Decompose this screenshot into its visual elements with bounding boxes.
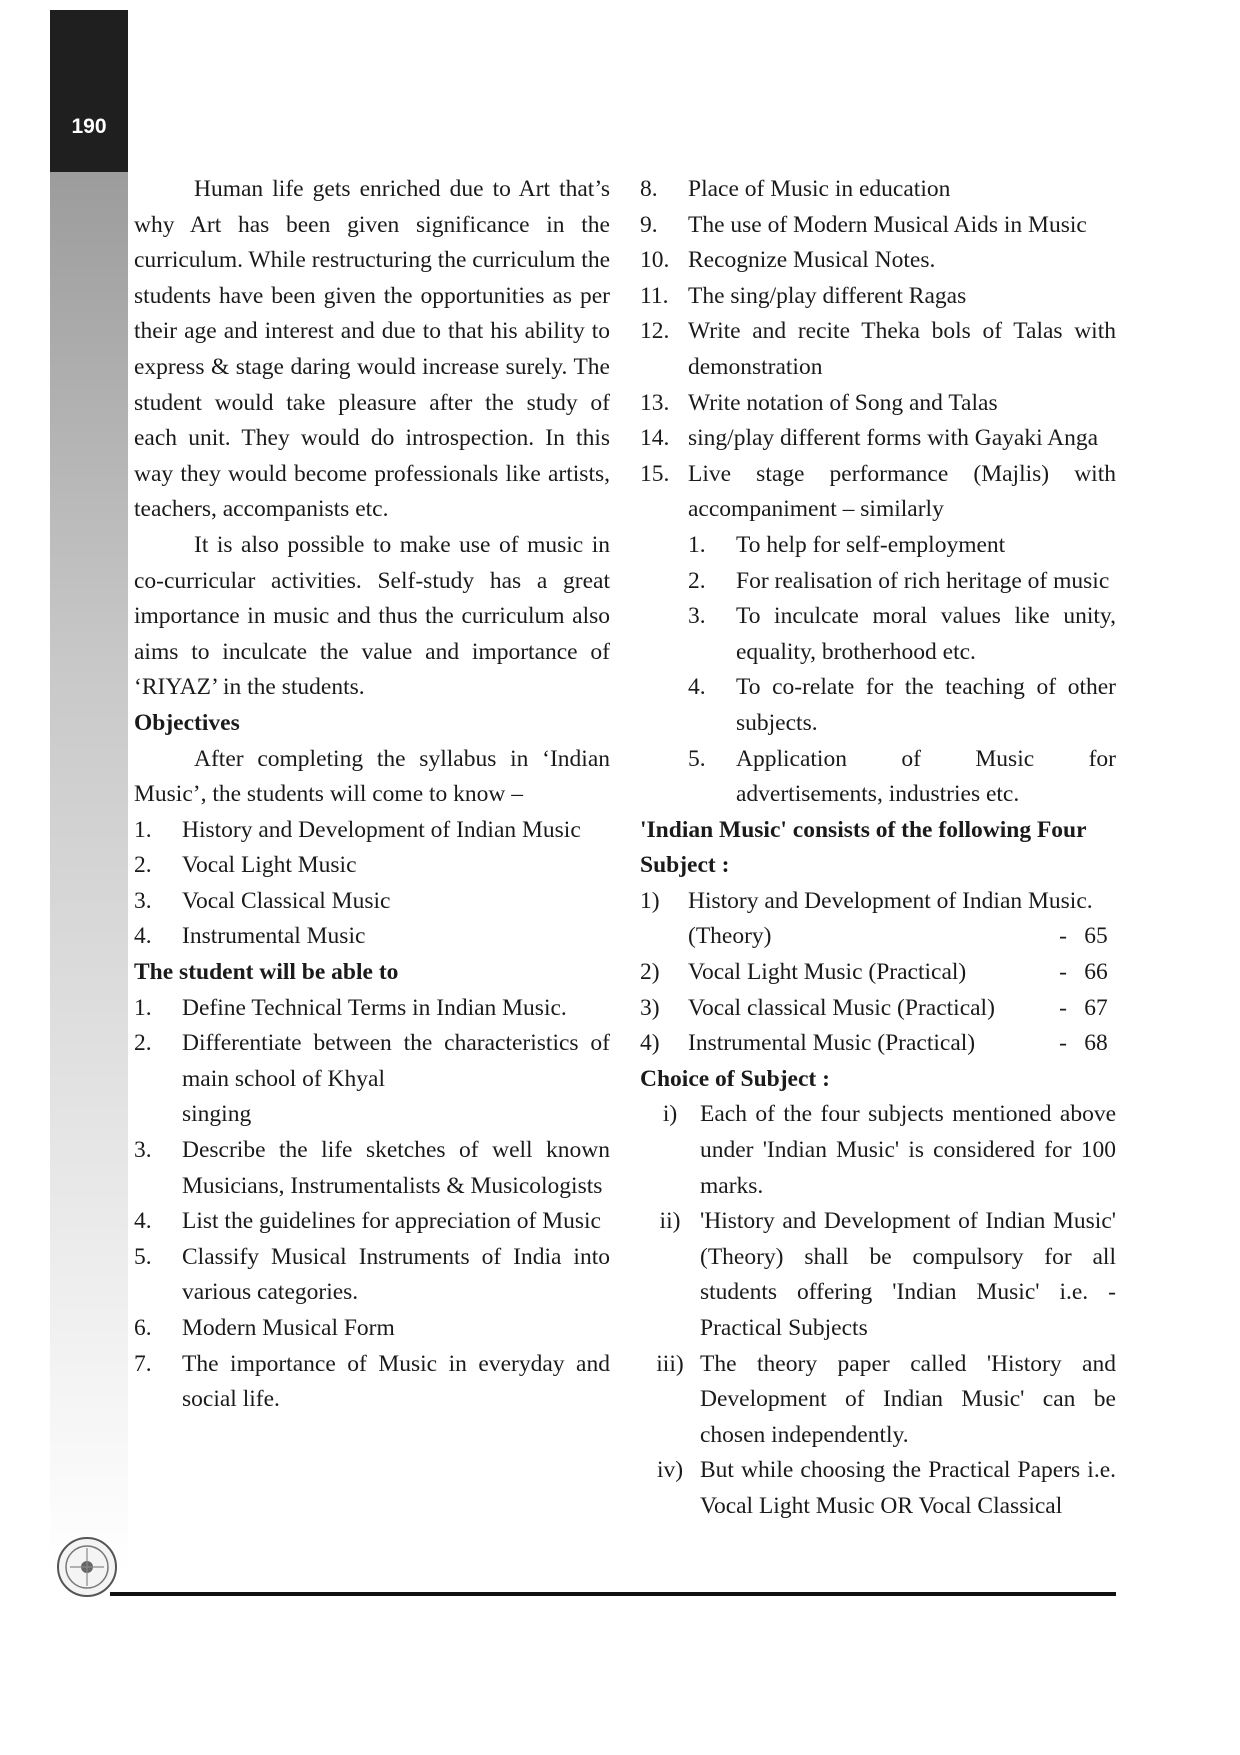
- list-item: 5. Classify Musical Instruments of India into various categories.: [134, 1243, 610, 1306]
- sub-list-item: 3. To inculcate moral values like unity, equality, brotherhood etc.: [688, 603, 1116, 665]
- list-item: 2. Vocal Light Music: [134, 852, 357, 879]
- choice-item: ii) 'History and Development of Indian Music' (Theory) shall be compulsory for all students offering 'Indian Music' i.e. - Practical Subjects: [659, 1208, 1116, 1341]
- subject-row: 2) Vocal Light Music (Practical) - 66: [640, 959, 1108, 986]
- list-item: 14. sing/play different forms with Gayaki Anga: [640, 425, 1099, 452]
- list-item: 12. Write and recite Theka bols of Talas with demonstration: [640, 318, 1116, 380]
- list-item: 1. Define Technical Terms in Indian Music.: [134, 994, 567, 1021]
- subject-row: 1) History and Development of Indian Music.: [640, 887, 1093, 914]
- list-item: 3. Describe the life sketches of well known Musicians, Instrumentalists & Musicologists: [134, 1137, 610, 1199]
- choice-heading: Choice of Subject :: [640, 1065, 830, 1092]
- emblem-seal-icon: [56, 1536, 118, 1598]
- left-column: [134, 172, 610, 1418]
- sub-list: [640, 528, 1116, 813]
- right-column: [640, 172, 1116, 1525]
- page-number-tab: [50, 10, 128, 172]
- list-item: 8. Place of Music in education: [640, 176, 951, 202]
- list-item: 1. History and Development of Indian Music: [134, 816, 581, 843]
- sub-list-item: 5. Application of Music for advertisements, industries etc.: [688, 745, 1116, 808]
- list-item: 9. The use of Modern Musical Aids in Music: [640, 211, 1087, 238]
- side-gradient-band: [50, 172, 128, 1572]
- list-item: 15. Live stage performance (Majlis) with accompaniment – similarly: [640, 460, 1116, 523]
- sub-list-item: 1. To help for self-employment: [688, 531, 1006, 558]
- sub-list-item: 4. To co-relate for the teaching of other subjects.: [688, 674, 1116, 736]
- list-item: 4. Instrumental Music: [134, 923, 366, 950]
- list-item: 7. The importance of Music in everyday and social life.: [134, 1350, 610, 1413]
- riyaz-paragraph: It is also possible to make use of music in co-curricular activities. Self-study has a great importance in music and thus the curriculum also aims to inculcate the value and importance of ‘RIYAZ’ in the students.: [134, 531, 610, 701]
- subject-row: 3) Vocal classical Music (Practical) - 67: [640, 994, 1108, 1021]
- able-heading: The student will be able to: [134, 959, 399, 986]
- subject-row: 4) Instrumental Music (Practical) - 68: [640, 1030, 1108, 1057]
- list-item: 4. List the guidelines for appreciation of Music: [134, 1208, 601, 1235]
- list-item: 13. Write notation of Song and Talas: [640, 389, 998, 416]
- consists-heading: 'Indian Music' consists of the following Four Subject :: [640, 816, 1087, 879]
- list-item: 11. The sing/play different Ragas: [640, 282, 967, 309]
- objectives-intro: After completing the syllabus in ‘Indian Music’, the students will come to know –: [134, 745, 610, 808]
- objectives-heading: Objectives: [134, 709, 240, 736]
- list-item: 10. Recognize Musical Notes.: [640, 247, 936, 274]
- page-number: 190: [71, 115, 107, 138]
- bottom-rule: [110, 1592, 1116, 1596]
- intro-paragraph: Human life gets enriched due to Art that’s why Art has been given significance in the curriculum. While restructuring the curriculum the students have been given the opportunities as per their age and interest and due to that his ability to express & stage daring would increase surely. The student would take pleasure after the study of each unit. They would do introspection. In this way they would become professionals like artists, teachers, accompanists etc.: [134, 176, 610, 523]
- choice-item: i) Each of the four subjects mentioned above under 'Indian Music' is considered for 100 marks.: [662, 1101, 1116, 1199]
- subject-row: (Theory) - 65: [688, 923, 1108, 950]
- sub-list-item: 2. For realisation of rich heritage of music: [688, 567, 1110, 594]
- list-item: 2. Differentiate between the characteristics of main school of Khyal singing: [134, 1030, 610, 1128]
- list-item: 6. Modern Musical Form: [134, 1315, 395, 1341]
- choice-item: iv) But while choosing the Practical Papers i.e. Vocal Light Music OR Vocal Classical: [656, 1457, 1116, 1519]
- list-item: 3. Vocal Classical Music: [134, 887, 391, 914]
- choice-item: iii) The theory paper called 'History and Development of Indian Music' can be chosen independently.: [656, 1350, 1116, 1448]
